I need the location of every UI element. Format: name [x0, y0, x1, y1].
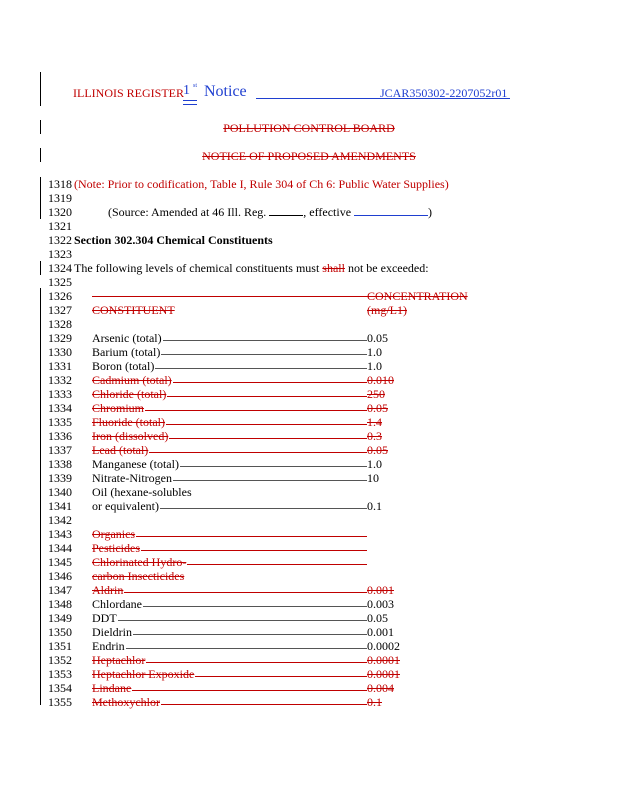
- notice-label: Notice: [204, 83, 247, 100]
- constituent-row: [92, 569, 392, 583]
- source-note: (Source: Amended at 46 Ill. Reg. , effective ): [108, 205, 433, 219]
- constituent-name: Endrin: [92, 639, 125, 653]
- constituent-name: Heptachlor: [92, 653, 146, 667]
- constituent-name: DDT: [92, 611, 117, 625]
- register-title: ILLINOIS REGISTER: [73, 86, 184, 100]
- concentration-value: 0.05: [367, 611, 388, 625]
- line-number: 1342: [48, 513, 72, 527]
- constituent-row: [92, 387, 392, 401]
- line-1325: 1325: [48, 275, 72, 289]
- concentration-value: 1.0: [367, 359, 382, 373]
- line-number: 1346: [48, 569, 72, 583]
- line-1323: 1323: [48, 247, 72, 261]
- constituent-row: [92, 611, 392, 625]
- line-number: 1335: [48, 415, 72, 429]
- constituent-row: [92, 331, 392, 345]
- constituent-name: Fluoride (total): [92, 415, 165, 429]
- line-number: 1331: [48, 359, 72, 373]
- line-number: 1334: [48, 401, 72, 415]
- constituent-row: [92, 541, 392, 555]
- constituent-name: Oil (hexane-solubles: [92, 485, 192, 499]
- line-number: 1354: [48, 681, 72, 695]
- line-number: 1337: [48, 443, 72, 457]
- table-row: [48, 513, 588, 527]
- leader-rule: [92, 620, 367, 621]
- constituent-name: Chloride (total): [92, 387, 167, 401]
- concentration-value: 0.001: [367, 625, 394, 639]
- concentration-value: 1.0: [367, 345, 382, 359]
- constituent-row: [92, 443, 392, 457]
- line-number: 1332: [48, 373, 72, 387]
- constituent-name: Aldrin: [92, 583, 124, 597]
- concentration-header: CONCENTRATION: [367, 289, 468, 303]
- constituent-row: [92, 667, 400, 681]
- constituent-name: Barium (total): [92, 345, 161, 359]
- line-1318: 1318 (Note: Prior to codification, Table I, Rule 304 of Ch 6: Public Water Supplies): [48, 177, 449, 191]
- constituent-header: CONSTITUENT: [92, 303, 175, 317]
- board-title: POLLUTION CONTROL BOARD: [223, 121, 395, 135]
- line-number: 1350: [48, 625, 72, 639]
- constituent-row: [92, 429, 392, 443]
- line-number: 1340: [48, 485, 72, 499]
- line-number: 1344: [48, 541, 72, 555]
- leader-rule: [92, 648, 367, 649]
- concentration-value: 10: [367, 471, 379, 485]
- note-text: (Note: Prior to codification, Table I, Rule 304 of Ch 6: Public Water Supplies): [74, 177, 449, 191]
- line-1321: 1321: [48, 219, 72, 233]
- line-1319: 1319: [48, 191, 72, 205]
- concentration-value: 0.1: [367, 499, 382, 513]
- constituent-row: [92, 583, 392, 597]
- notice-number: 1: [183, 83, 190, 98]
- constituent-name: Chromium: [92, 401, 145, 415]
- constituent-name: Methoxychlor: [92, 695, 160, 709]
- constituent-row: [92, 653, 400, 667]
- constituent-row: [92, 597, 392, 611]
- double-underline: [183, 100, 197, 105]
- line-number: 1351: [48, 639, 72, 653]
- line-1327: 1327 CONSTITUENT (mg/L1): [48, 303, 407, 317]
- constituent-row: [92, 639, 400, 653]
- line-number: 1353: [48, 667, 72, 681]
- line-1324: 1324 The following levels of chemical constituents must shall not be exceeded:: [48, 261, 429, 275]
- change-bar: [40, 261, 41, 275]
- constituent-name: or equivalent): [92, 499, 159, 513]
- constituent-row: [92, 471, 392, 485]
- constituent-name: Pesticides: [92, 541, 140, 555]
- line-number: 1338: [48, 457, 72, 471]
- constituent-name: Cadmium (total): [92, 373, 172, 387]
- concentration-value: 0.0002: [367, 639, 400, 653]
- line-number: 1343: [48, 527, 72, 541]
- concentration-value: 0.05: [367, 401, 388, 415]
- notice-title: NOTICE OF PROPOSED AMENDMENTS: [202, 149, 416, 163]
- line-number: 1341: [48, 499, 72, 513]
- line-number: 1345: [48, 555, 72, 569]
- line-number: 1352: [48, 653, 72, 667]
- jcar-id: JCAR350302-2207052r01: [380, 86, 508, 100]
- concentration-value: 0.05: [367, 331, 388, 345]
- constituent-name: Lindane: [92, 681, 132, 695]
- constituent-row: [92, 401, 392, 415]
- leader-rule: [92, 634, 367, 635]
- section-heading: Section 302.304 Chemical Constituents: [74, 233, 273, 247]
- concentration-value: 0.010: [367, 373, 394, 387]
- line-number: 1347: [48, 583, 72, 597]
- constituent-name: Nitrate-Nitrogen: [92, 471, 172, 485]
- constituent-row: [92, 359, 392, 373]
- line-number: 1329: [48, 331, 72, 345]
- leader-rule: [92, 592, 367, 593]
- line-number: 1349: [48, 611, 72, 625]
- concentration-value: 0.1: [367, 695, 382, 709]
- constituent-name: Heptachlor Expoxide: [92, 667, 195, 681]
- line-1328: 1328: [48, 317, 72, 331]
- constituent-row: [92, 415, 392, 429]
- page-header: [0, 83, 618, 107]
- concentration-value: 0.3: [367, 429, 382, 443]
- line-1320: 1320 (Source: Amended at 46 Ill. Reg. , effective ): [48, 205, 433, 219]
- concentration-value: 1.0: [367, 457, 382, 471]
- concentration-value: 1.4: [367, 415, 382, 429]
- constituent-row: [92, 527, 392, 541]
- intro-sentence: The following levels of chemical constituents must shall not be exceeded:: [74, 261, 429, 275]
- constituent-name: carbon Insecticides: [92, 569, 185, 583]
- constituent-row: [92, 345, 392, 359]
- constituent-name: Dieldrin: [92, 625, 132, 639]
- concentration-value: 0.004: [367, 681, 394, 695]
- constituent-name: Iron (dissolved): [92, 429, 169, 443]
- change-bar: [40, 177, 41, 219]
- constituent-row: [92, 695, 392, 709]
- constituent-row: [92, 373, 392, 387]
- line-1322: 1322 Section 302.304 Chemical Constituents: [48, 233, 273, 247]
- concentration-value: 0.003: [367, 597, 394, 611]
- constituent-name: Chlordane: [92, 597, 142, 611]
- constituent-row: [92, 457, 392, 471]
- constituent-name: Chlorinated Hydro-: [92, 555, 187, 569]
- units-header: (mg/L1): [367, 303, 407, 317]
- concentration-value: 0.0001: [367, 653, 400, 667]
- line-number: 1339: [48, 471, 72, 485]
- concentration-value: 250: [367, 387, 385, 401]
- leader-rule: [92, 690, 367, 691]
- constituent-row: [92, 625, 392, 639]
- constituent-name: Lead (total): [92, 443, 149, 457]
- concentration-value: 0.0001: [367, 667, 400, 681]
- constituent-row: [92, 499, 392, 513]
- line-1326: 1326 CONCENTRATION: [48, 289, 468, 303]
- line-number: 1348: [48, 597, 72, 611]
- constituent-name: Organics: [92, 527, 136, 541]
- constituent-row: [92, 681, 392, 695]
- constituent-name: Manganese (total): [92, 457, 179, 471]
- concentration-value: 0.001: [367, 583, 394, 597]
- line-number: 1330: [48, 345, 72, 359]
- constituent-row: [92, 555, 392, 569]
- notice-ordinal: st: [193, 83, 198, 89]
- constituent-name: Arsenic (total): [92, 331, 162, 345]
- constituent-row: [92, 485, 392, 499]
- line-number: 1336: [48, 429, 72, 443]
- concentration-value: 0.05: [367, 443, 388, 457]
- line-number: 1355: [48, 695, 72, 709]
- line-number: 1333: [48, 387, 72, 401]
- constituent-name: Boron (total): [92, 359, 155, 373]
- change-bar: [40, 288, 41, 705]
